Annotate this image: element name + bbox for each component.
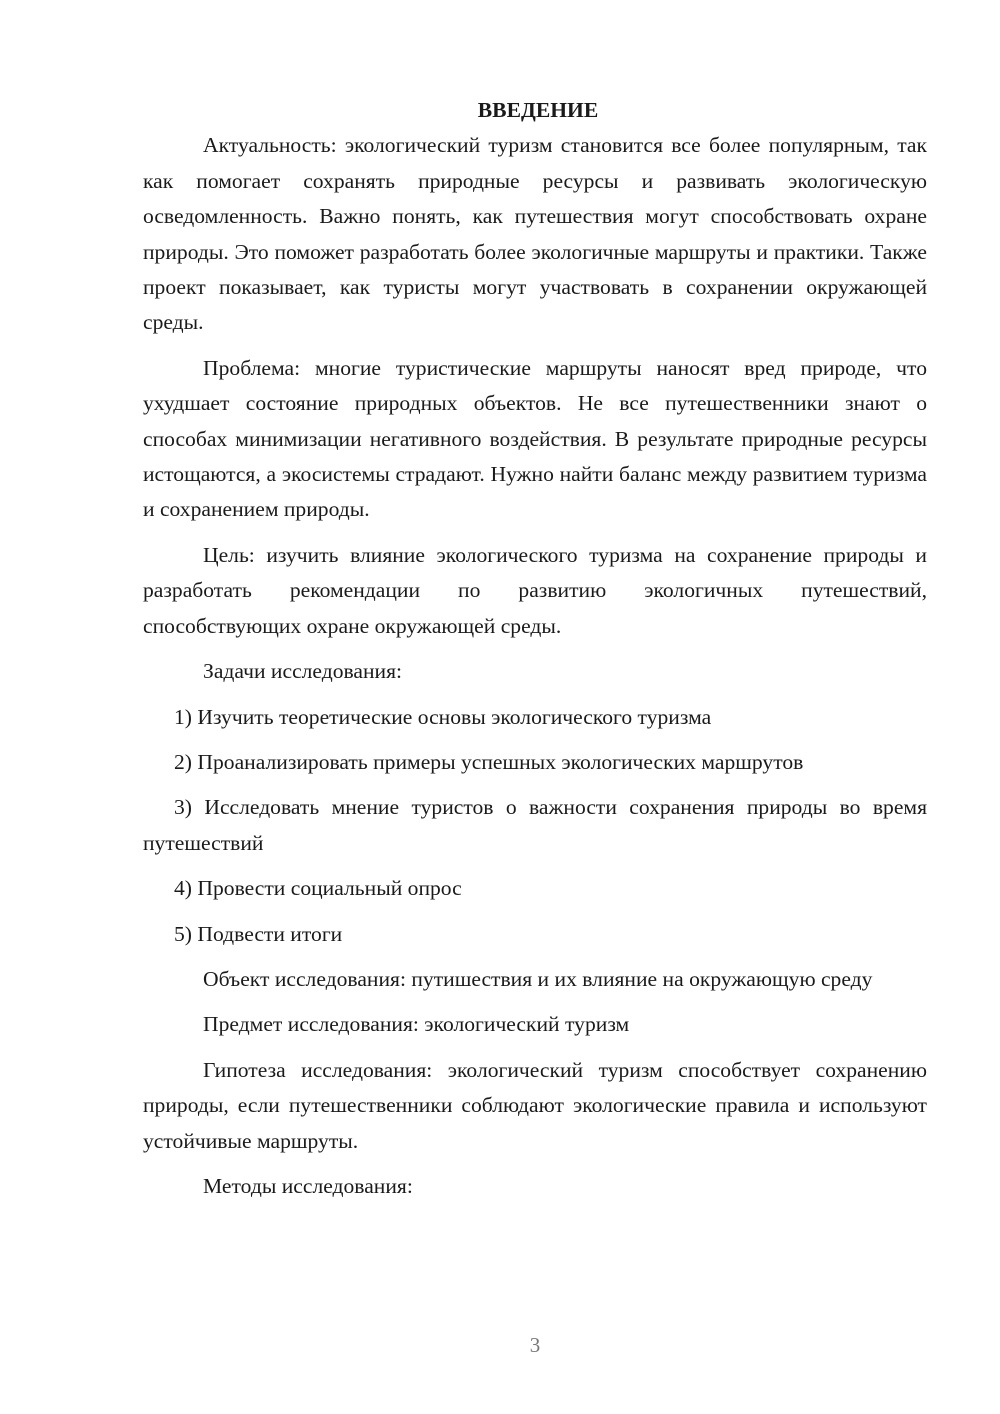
document-body — [143, 93, 927, 1214]
task-item-1: 1) Изучить теоретические основы экологического туризма — [174, 704, 712, 729]
goal-paragraph: Цель: изучить влияние экологического туризма на сохранение природы и разработать рекомендации по развитию экологичных путешествий, способствующих охране окружающей среды. — [143, 542, 927, 638]
object-paragraph: Объект исследования: путишествия и их влияние на окружающую среду — [203, 966, 873, 991]
task-item-4: 4) Провести социальный опрос — [174, 876, 462, 901]
hypothesis-paragraph: Гипотеза исследования: экологический туризм способствует сохранению природы, если путешественники соблюдают экологические правила и используют устойчивые маршруты. — [143, 1057, 927, 1153]
task-item-5: 5) Подвести итоги — [174, 921, 343, 946]
task-item-3: 3) Исследовать мнение туристов о важности сохранения природы во время путешествий — [143, 795, 927, 855]
methods-heading: Методы исследования: — [203, 1173, 413, 1198]
subject-paragraph: Предмет исследования: экологический туризм — [203, 1012, 630, 1037]
problem-paragraph: Проблема: многие туристические маршруты наносят вред природе, что ухудшает состояние природных объектов. Не все путешественники знают о способах минимизации негативного воздействия. В результате природные ресурсы истощаются, а экосистемы страдают. Нужно найти баланс между развитием туризма и сохранением природы. — [143, 355, 927, 522]
relevance-paragraph: Актуальность: экологический туризм становится все более популярным, так как помогает сохранять природные ресурсы и развивать экологическую осведомленность. Важно понять, как путешествия могут способствовать охране природы. Это поможет разработать более экологичные маршруты и практики. Также проект показывает, как туристы могут участвовать в сохранении окружающей среды. — [143, 133, 927, 335]
tasks-heading: Задачи исследования: — [203, 659, 403, 684]
task-item-2: 2) Проанализировать примеры успешных экологических маршрутов — [174, 749, 804, 774]
page-number: 3 — [529, 1333, 541, 1357]
section-title: ВВЕДЕНИЕ — [477, 98, 599, 122]
